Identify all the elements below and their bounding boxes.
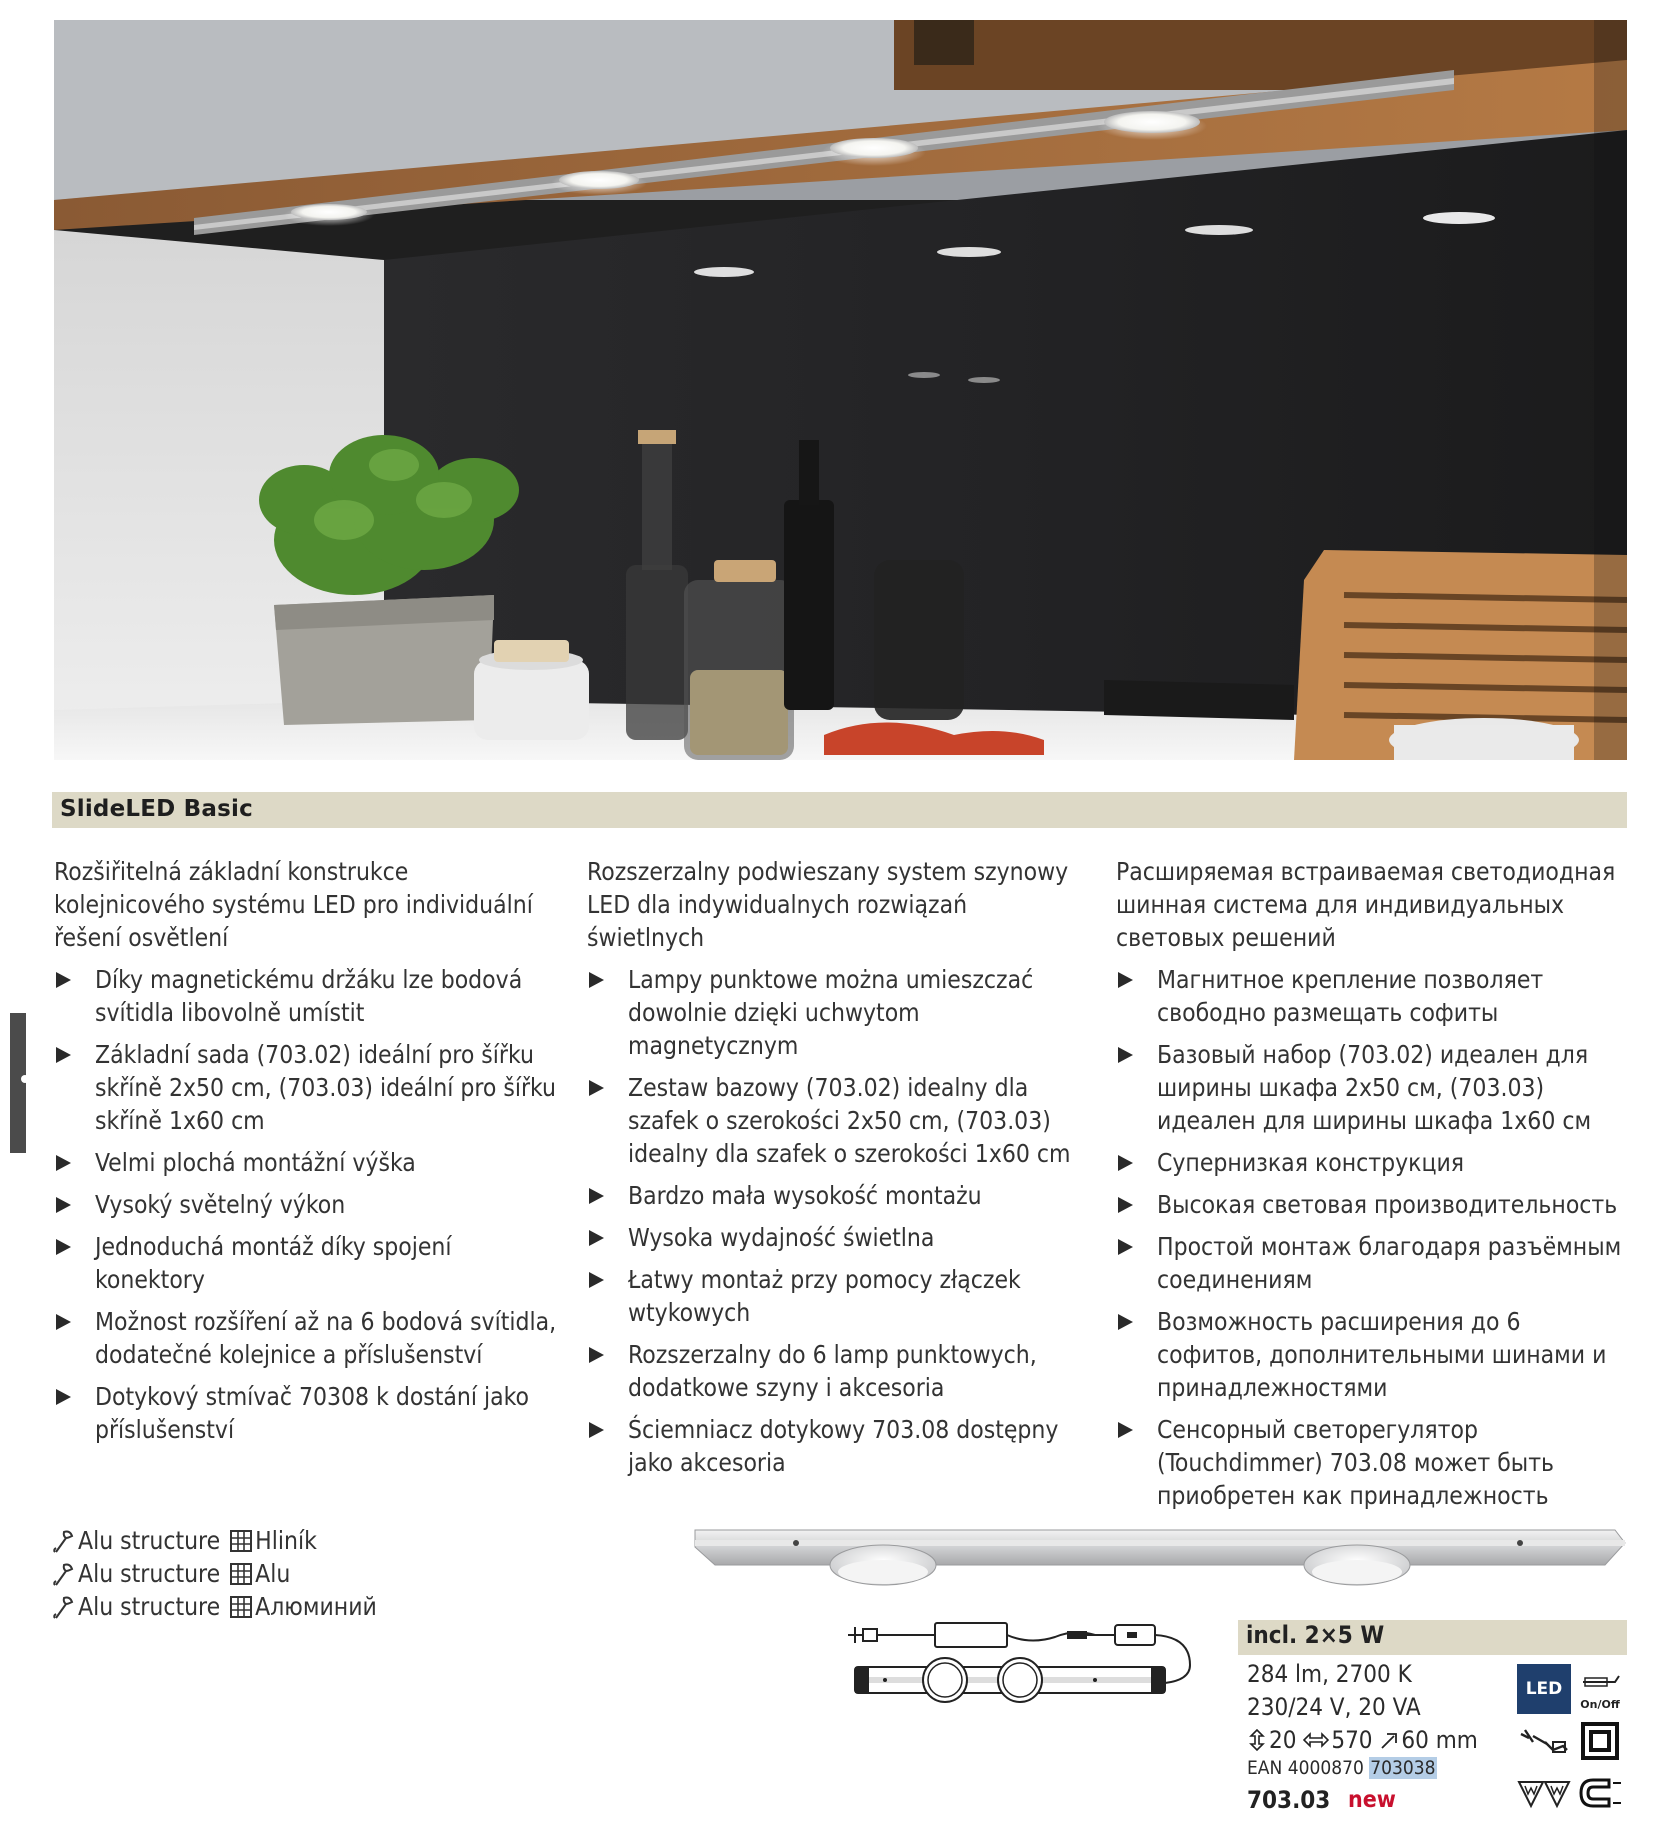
list-item — [587, 1413, 1087, 1479]
height-arrow-icon — [1247, 1729, 1267, 1751]
list-item — [54, 963, 564, 1029]
list-item — [54, 1038, 564, 1137]
bullet-text: Łatwy montaż przy pomocy złączek wtykowych — [628, 1265, 1021, 1327]
bullet-text: Rozszerzalny do 6 lamp punktowych, dodatkowe szyny i akcesoria — [628, 1340, 1037, 1402]
list-item — [587, 963, 1087, 1062]
bullet-text: Dotykový stmívač 70308 k dostání jako příslušenství — [95, 1382, 530, 1444]
bullet-text: Магнитное крепление позволяет свободно размещать софиты — [1157, 965, 1544, 1027]
bullet-triangle-icon — [589, 1347, 604, 1363]
column-czech — [54, 855, 564, 1455]
intro-polish: Rozszerzalny podwieszany system szynowy LED dla indywidualnych rozwiązań świetlnych — [587, 857, 1069, 952]
bullet-triangle-icon — [589, 1272, 604, 1288]
bullet-text: Lampy punktowe można umieszczać dowolnie dzięki uchwytom magnetycznym — [628, 965, 1034, 1060]
material-structure-label: Alu structure — [78, 1526, 221, 1555]
material-grid-icon — [230, 1596, 252, 1618]
list-item — [1116, 1188, 1626, 1221]
list-item — [1116, 1146, 1626, 1179]
material-name-label: Alu — [255, 1559, 291, 1588]
article-number: 703.03 — [1247, 1786, 1331, 1814]
bullet-triangle-icon — [56, 972, 71, 988]
side-index-tab — [10, 1013, 26, 1153]
length-arrow-icon — [1303, 1729, 1329, 1751]
list-item — [54, 1230, 564, 1296]
structure-tool-icon — [52, 1561, 76, 1587]
materials-list — [52, 1524, 377, 1623]
ean-suffix-highlight: 703038 — [1370, 1757, 1436, 1779]
product-title: SlideLED Basic — [60, 796, 253, 822]
list-item — [54, 1146, 564, 1179]
list-item — [587, 1338, 1087, 1404]
spec-dimensions — [1247, 1726, 1478, 1754]
spec-depth: 60 — [1401, 1726, 1429, 1754]
bullet-triangle-icon — [589, 1230, 604, 1246]
bullet-text: Jednoduchá montáž díky spojení konektory — [95, 1232, 452, 1294]
bullet-triangle-icon — [1118, 1314, 1133, 1330]
kitchen-hero-photo — [54, 20, 1627, 760]
bullet-triangle-icon — [1118, 972, 1133, 988]
ean-code — [1247, 1757, 1437, 1779]
list-item — [54, 1380, 564, 1446]
mm-mark-icon — [1517, 1768, 1571, 1818]
plug-transformer-icon — [1517, 1716, 1571, 1766]
on-off-label: On/Off — [1580, 1698, 1620, 1711]
bullet-triangle-icon — [56, 1155, 71, 1171]
material-grid-icon — [230, 1530, 252, 1552]
bullet-text: Díky magnetickému držáku lze bodová svítidla libovolně umístit — [95, 965, 523, 1027]
bullet-list-polish — [587, 963, 1087, 1479]
bullet-text: Высокая световая производительность — [1157, 1190, 1618, 1219]
spec-height: 20 — [1269, 1726, 1297, 1754]
spec-power: 230/24 V, 20 VA — [1247, 1693, 1421, 1721]
bullet-triangle-icon — [56, 1197, 71, 1213]
bullet-triangle-icon — [1118, 1047, 1133, 1063]
spec-unit: mm — [1435, 1726, 1478, 1754]
intro-russian: Расширяемая встраиваемая светодиодная шинная система для индивидуальных световых решений — [1116, 857, 1616, 952]
bullet-list-czech — [54, 963, 564, 1446]
bullet-triangle-icon — [1118, 1239, 1133, 1255]
bullet-triangle-icon — [589, 972, 604, 988]
list-item — [54, 1305, 564, 1371]
list-item — [587, 1263, 1087, 1329]
material-row — [52, 1590, 377, 1623]
spec-length: 570 — [1331, 1726, 1373, 1754]
material-structure-label: Alu structure — [78, 1592, 221, 1621]
product-rail-image — [690, 1525, 1630, 1595]
material-name-label: Hliník — [255, 1526, 317, 1555]
bullet-text: Velmi plochá montážní výška — [95, 1148, 416, 1177]
list-item — [587, 1179, 1087, 1212]
list-item — [1116, 1305, 1626, 1404]
ean-prefix: EAN 4000870 — [1247, 1757, 1364, 1779]
material-row — [52, 1557, 377, 1590]
bullet-triangle-icon — [56, 1047, 71, 1063]
side-tab-dot — [21, 1075, 29, 1083]
list-item — [54, 1188, 564, 1221]
bullet-triangle-icon — [589, 1422, 604, 1438]
protection-class-2-icon — [1573, 1716, 1627, 1766]
list-item — [587, 1221, 1087, 1254]
spec-lumen: 284 lm, 2700 K — [1247, 1660, 1412, 1688]
bullet-triangle-icon — [1118, 1155, 1133, 1171]
bullet-text: Wysoka wydajność świetlna — [628, 1223, 935, 1252]
bullet-text: Vysoký světelný výkon — [95, 1190, 346, 1219]
bullet-text: Супернизкая конструкция — [1157, 1148, 1465, 1177]
spec-header-bar — [1238, 1620, 1627, 1655]
column-polish — [587, 855, 1087, 1488]
list-item — [587, 1071, 1087, 1170]
new-badge: new — [1348, 1787, 1396, 1813]
bullet-text: Zestaw bazowy (703.02) idealny dla szafek o szerokości 2x50 cm, (703.03) idealny dla szafek o szerokości 1x60 cm — [628, 1073, 1071, 1168]
column-russian — [1116, 855, 1626, 1521]
bullet-text: Простой монтаж благодаря разъёмным соединениям — [1157, 1232, 1622, 1294]
structure-tool-icon — [52, 1528, 76, 1554]
product-set-line-drawing — [845, 1615, 1215, 1715]
bullet-text: Сенсорный светорегулятор (Touchdimmer) 703.08 может быть приобретен как принадлежность — [1157, 1415, 1555, 1510]
intro-czech: Rozšiřitelná základní konstrukce kolejnicového systému LED pro individuální řešení osvětlení — [54, 857, 533, 952]
bullet-triangle-icon — [1118, 1422, 1133, 1438]
structure-tool-icon — [52, 1594, 76, 1620]
material-grid-icon — [230, 1563, 252, 1585]
led-icon — [1517, 1664, 1571, 1714]
bullet-text: Ściemniacz dotykowy 703.08 dostępny jako akcesoria — [628, 1415, 1059, 1477]
bullet-triangle-icon — [589, 1188, 604, 1204]
spec-header: incl. 2×5 W — [1246, 1621, 1385, 1649]
bullet-text: Возможность расширения до 6 софитов, дополнительными шинами и принадлежностями — [1157, 1307, 1607, 1402]
depth-arrow-icon — [1379, 1729, 1399, 1751]
material-row — [52, 1524, 377, 1557]
bullet-triangle-icon — [589, 1080, 604, 1096]
product-title-bar — [52, 792, 1627, 828]
bullet-triangle-icon — [56, 1389, 71, 1405]
material-structure-label: Alu structure — [78, 1559, 221, 1588]
bullet-text: Základní sada (703.02) ideální pro šířku skříně 2x50 cm, (703.03) ideální pro šířku skříně 1x60 cm — [95, 1040, 557, 1135]
bullet-text: Базовый набор (703.02) идеален для ширины шкафа 2x50 см, (703.03) идеален для ширины шкафа 1x60 см — [1157, 1040, 1592, 1135]
list-item — [1116, 1038, 1626, 1137]
bullet-text: Bardzo mała wysokość montażu — [628, 1181, 982, 1210]
bullet-triangle-icon — [56, 1314, 71, 1330]
material-name-label: Алюминий — [255, 1592, 377, 1621]
led-label: LED — [1525, 1679, 1563, 1699]
on-off-switch-icon — [1573, 1664, 1627, 1714]
bullet-text: Možnost rozšíření až na 6 bodová svítidla, dodatečné kolejnice a příslušenství — [95, 1307, 557, 1369]
bullet-triangle-icon — [56, 1239, 71, 1255]
bullet-list-russian — [1116, 963, 1626, 1512]
list-item — [1116, 1413, 1626, 1512]
list-item — [1116, 1230, 1626, 1296]
magnet-icon — [1573, 1768, 1627, 1818]
list-item — [1116, 963, 1626, 1029]
bullet-triangle-icon — [1118, 1197, 1133, 1213]
